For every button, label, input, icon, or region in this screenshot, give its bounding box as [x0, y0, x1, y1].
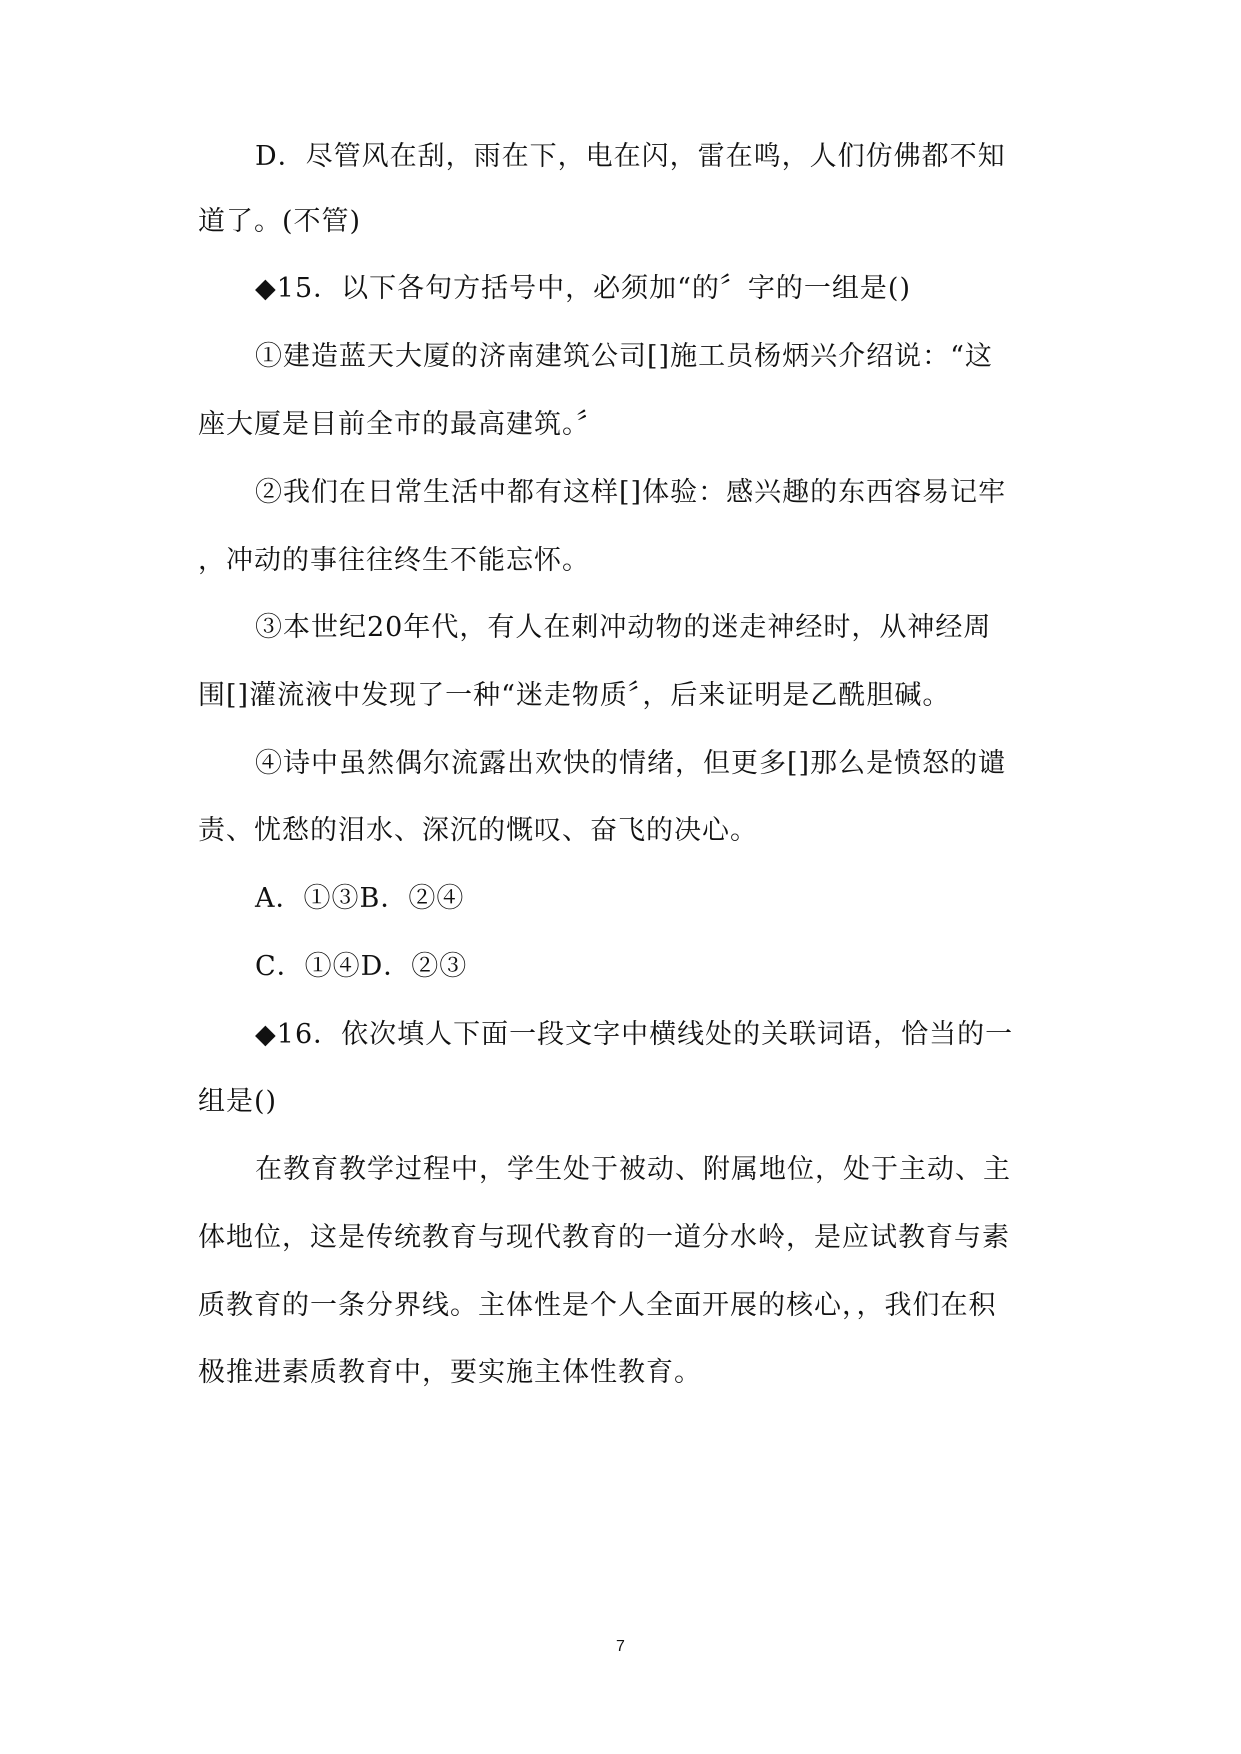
sentence-1-line-1: ①建造蓝天大厦的济南建筑公司[]施工员杨炳兴介绍说：“这 [255, 341, 993, 372]
option-d-line-1: D．尽管风在刮，雨在下，电在闪，雷在鸣，人们仿佛都不知 [255, 141, 1006, 172]
sentence-4-line-1: ④诗中虽然偶尔流露出欢快的情绪，但更多[]那么是愤怒的谴 [255, 748, 1007, 779]
answer-options-cd: C．①④D．②③ [255, 951, 468, 982]
answer-options-ab: A．①③B．②④ [255, 883, 465, 914]
sentence-2-line-1: ②我们在日常生活中都有这样[]体验：感兴趣的东西容易记牢 [255, 477, 1007, 508]
question-15-heading: ◆15．以下各句方括号中，必须加“的〞字的一组是() [255, 273, 911, 304]
passage-line-4: 极推进素质教育中，要实施主体性教育。 [198, 1357, 702, 1388]
question-16-heading-line-2: 组是() [198, 1086, 278, 1117]
passage-line-2: 体地位，这是传统教育与现代教育的一道分水岭，是应试教育与素 [198, 1222, 1010, 1253]
passage-line-1: 在教育教学过程中，学生处于被动、附属地位，处于主动、主 [255, 1154, 1011, 1185]
sentence-2-line-2: ，冲动的事往往终生不能忘怀。 [198, 545, 590, 576]
passage-line-3: 质教育的一条分界线。主体性是个人全面开展的核心，，我们在积 [198, 1290, 997, 1321]
sentence-4-line-2: 责、忧愁的泪水、深沉的慨叹、奋飞的决心。 [198, 815, 758, 846]
question-16-heading-line-1: ◆16．依次填人下面一段文字中横线处的关联词语，恰当的一 [255, 1019, 1014, 1050]
sentence-3-line-2: 围[]灌流液中发现了一种“迷走物质〞，后来证明是乙酰胆碱。 [198, 680, 951, 711]
page-number: 7 [616, 1638, 625, 1655]
option-d-line-2: 道了。(不管) [198, 206, 362, 237]
sentence-3-line-1: ③本世纪20年代，有人在刺冲动物的迷走神经时，从神经周 [255, 612, 992, 643]
sentence-1-line-2: 座大厦是目前全市的最高建筑。〞 [198, 409, 605, 440]
